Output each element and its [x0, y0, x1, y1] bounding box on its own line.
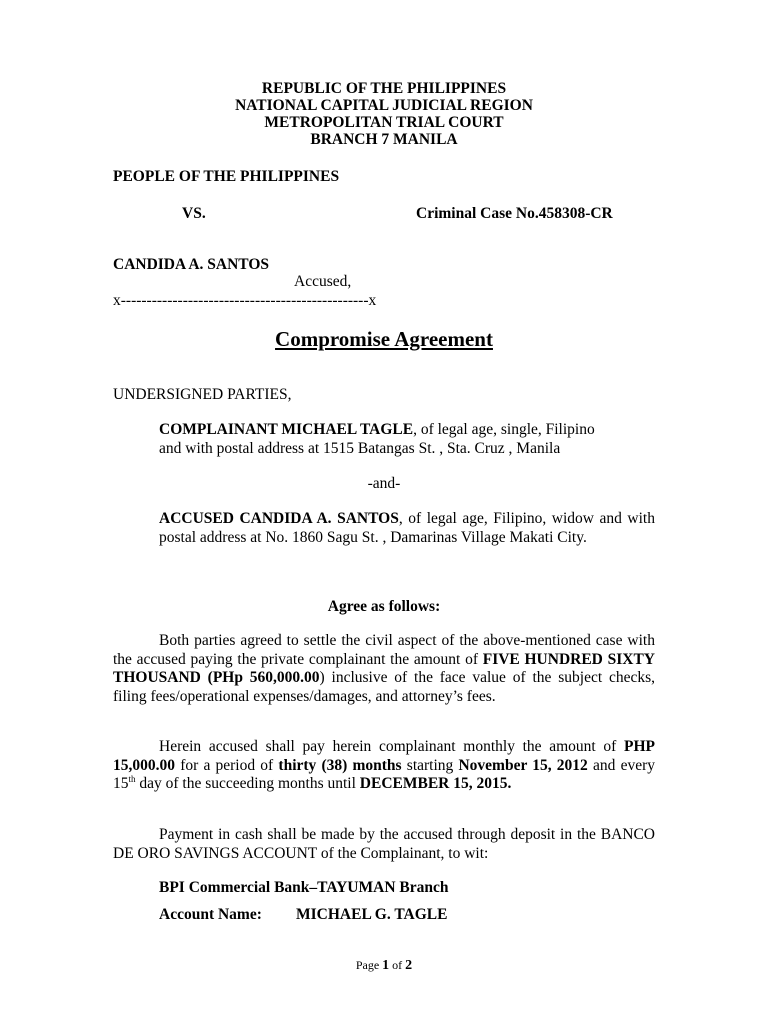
- settlement-paragraph: Both parties agreed to settle the civil aspect of the above-mentioned case with the accused paying the private complainant the amount of FIVE HUNDRED SIXTY THOUSAND (PHp 560,000.00) inclusive of the face value of the subject checks, filing fees/operational expenses/damages, and attorney’s fees.: [113, 632, 655, 705]
- case-number: Criminal Case No.458308-CR: [416, 205, 613, 222]
- accused-detail: , of legal age, Filipino, widow and with postal address at No. 1860 Sagu St. , Damarinas Village Makati City.: [159, 510, 655, 546]
- document-title: Compromise Agreement: [275, 327, 493, 351]
- plaintiff-name: PEOPLE OF THE PHILIPPINES: [113, 168, 340, 185]
- start-date: November 15, 2012: [458, 756, 588, 774]
- total-pages: 2: [405, 958, 413, 973]
- monthly-amount: PHP 15,000.00: [113, 738, 655, 774]
- account-name-value: MICHAEL G. TAGLE: [296, 906, 448, 923]
- complainant-detail-1: , of legal age, single, Filipino: [413, 421, 595, 438]
- account-name-label: Account Name:: [159, 906, 262, 923]
- agree-heading: Agree as follows:: [327, 598, 441, 615]
- accused-name: CANDIDA A. SANTOS: [113, 256, 270, 273]
- court-header-branch: BRANCH 7 MANILA: [310, 131, 458, 148]
- payment-terms-paragraph: Herein accused shall pay herein complainant monthly the amount of PHP 15,000.00 for a period of thirty (38) months starting November 15, 2012 and every 15th day of the succeeding months until DECEMBER 15, 2015.: [113, 738, 655, 792]
- end-date: DECEMBER 15, 2015.: [359, 775, 512, 792]
- complainant-block: [159, 421, 655, 458]
- accused-label: Accused,: [294, 273, 352, 290]
- complainant-detail-2: and with postal address at 1515 Batangas St. , Sta. Cruz , Manila: [159, 439, 561, 457]
- payment-period: thirty (38) months: [278, 756, 402, 774]
- accused-party-name: ACCUSED CANDIDA A. SANTOS: [159, 510, 399, 527]
- and-separator: -and-: [367, 475, 401, 492]
- versus-label: VS.: [182, 205, 206, 222]
- court-header-region: NATIONAL CAPITAL JUDICIAL REGION: [235, 97, 533, 114]
- bank-name: BPI Commercial Bank–TAYUMAN Branch: [159, 879, 449, 896]
- settlement-amount: FIVE HUNDRED SIXTY THOUSAND (PHp 560,000.00: [113, 650, 655, 686]
- court-header-court: METROPOLITAN TRIAL COURT: [264, 114, 504, 131]
- parties-intro: UNDERSIGNED PARTIES,: [113, 386, 292, 403]
- caption-separator: x------------------------------------------------x: [113, 292, 377, 309]
- court-header-republic: REPUBLIC OF THE PHILIPPINES: [261, 80, 507, 97]
- current-page: 1: [382, 958, 390, 973]
- page-footer: Page 1 of 2: [355, 958, 413, 973]
- accused-block: [159, 510, 655, 547]
- complainant-name: COMPLAINANT MICHAEL TAGLE: [159, 421, 414, 438]
- payment-method-paragraph: Payment in cash shall be made by the accused through deposit in the BANCO DE ORO SAVINGS ACCOUNT of the Complainant, to wit:: [113, 826, 655, 862]
